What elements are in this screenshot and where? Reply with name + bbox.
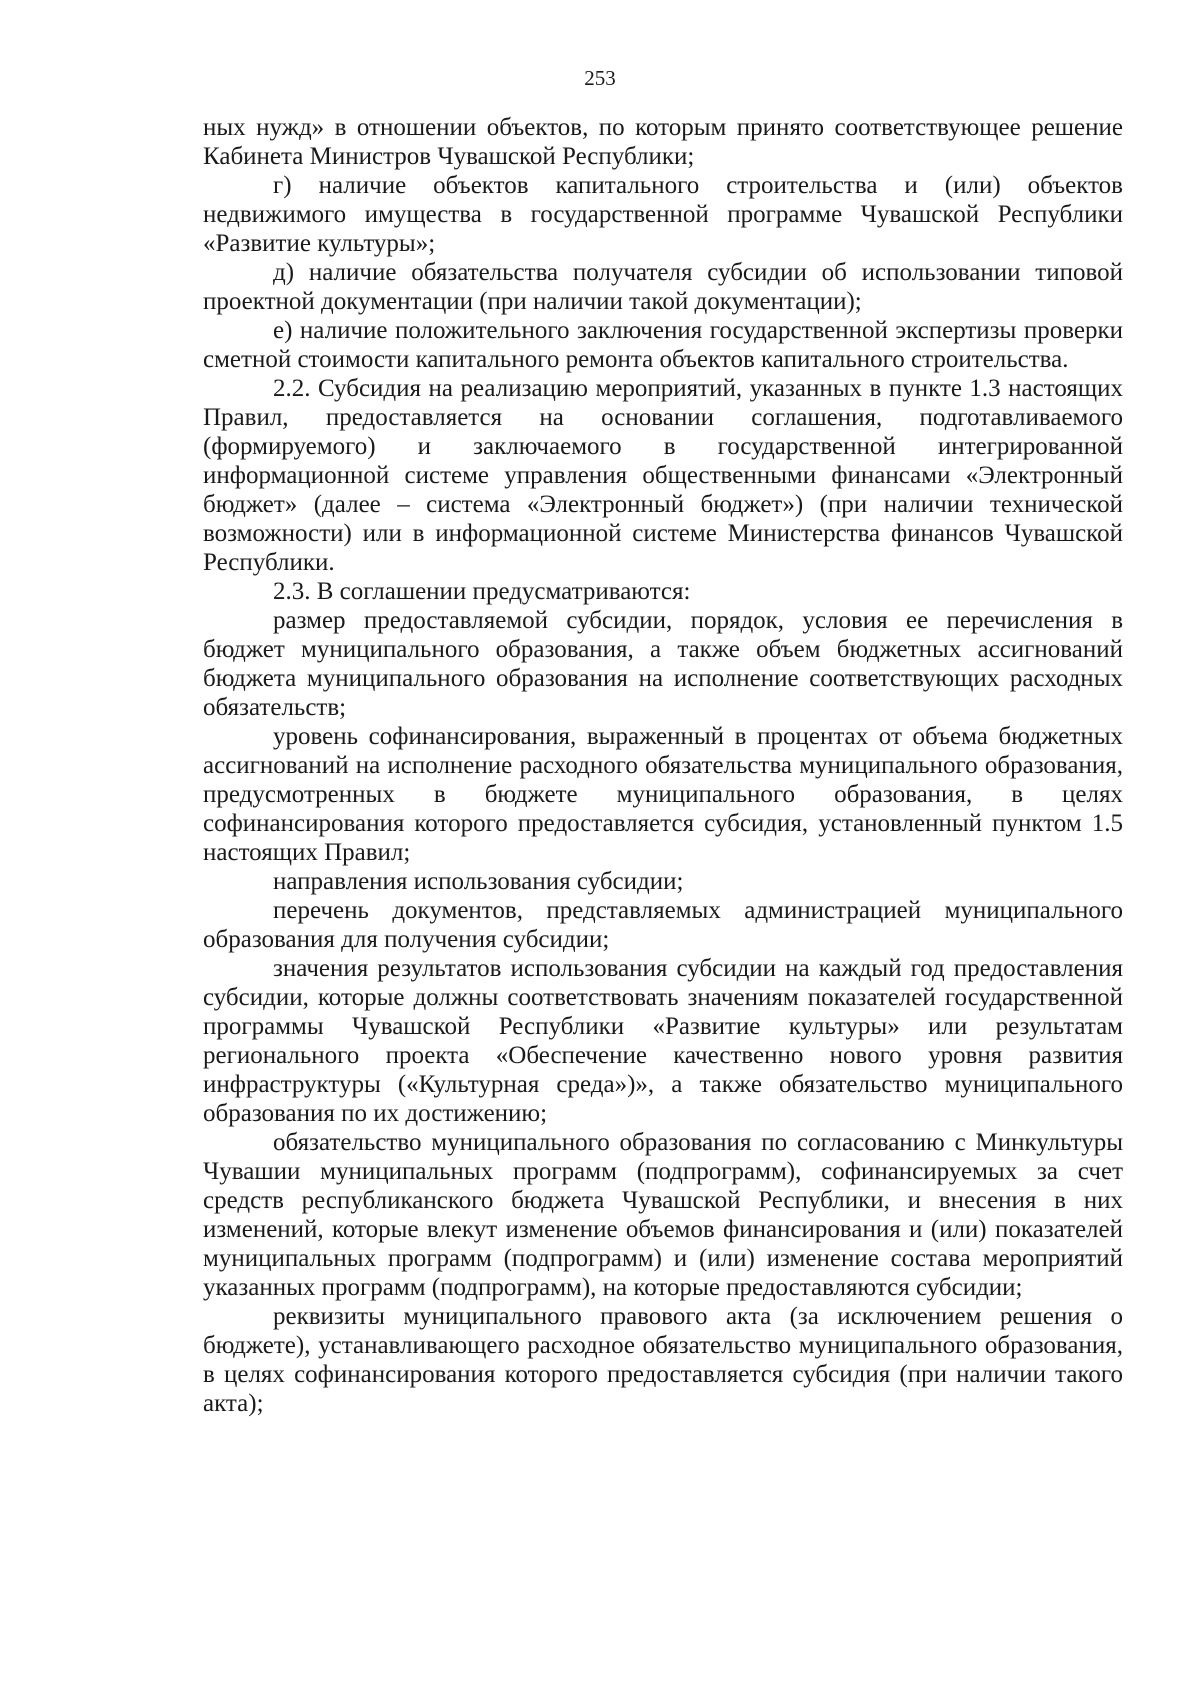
paragraph-result-values: значения результатов использования субсидии на каждый год предоставления субсидии, которые должны соответствовать значениям показателей государственной программы Чувашской Республики «Развитие культуры» или результатам регионального проекта «Обеспечение качественно нового уровня развития инфраструктуры («Культурная среда»)», а также обязательство муниципального образования по их достижению; — [203, 955, 1123, 1127]
paragraph-usage-directions: направления использования субсидии; — [273, 868, 684, 895]
paragraph-item-d: д) наличие обязательства получателя субсидии об использовании типовой проектной документации (при наличии такой документации); — [203, 259, 1123, 315]
paragraph-item-e: е) наличие положительного заключения государственной экспертизы проверки сметной стоимости капитального ремонта объектов капитального строительства. — [203, 317, 1123, 373]
page-number: 253 — [584, 66, 616, 90]
paragraph-2-3: 2.3. В соглашении предусматриваются: — [273, 578, 691, 605]
document-body — [203, 113, 1123, 1418]
paragraph-item-g: г) наличие объектов капитального строительства и (или) объектов недвижимого имущества в государственной программе Чувашской Республики «Развитие культуры»; — [203, 172, 1123, 257]
paragraph-cofinancing-level: уровень софинансирования, выраженный в процентах от объема бюджетных ассигнований на исполнение расходного обязательства муниципального образования, предусмотренных в бюджете муниципального образования, в целях софинансирования которого предоставляется субсидия, установленный пунктом 1.5 настоящих Правил; — [203, 723, 1123, 866]
paragraph-continued: ных нужд» в отношении объектов, по которым принято соответствующее решение Кабинета Министров Чувашской Республики; — [203, 114, 1123, 170]
paragraph-2-2: 2.2. Субсидия на реализацию мероприятий, указанных в пункте 1.3 настоящих Правил, предоставляется на основании соглашения, подготавливаемого (формируемого) и заключаемого в государственной интегрированной информационной системе управления общественными финансами «Электронный бюджет» (далее – система «Электронный бюджет») (при наличии технической возможности) или в информационной системе Министерства финансов Чувашской Республики. — [203, 375, 1123, 576]
paragraph-subsidy-size: размер предоставляемой субсидии, порядок, условия ее перечисления в бюджет муниципального образования, а также объем бюджетных ассигнований бюджета муниципального образования на исполнение соответствующих расходных обязательств; — [203, 607, 1123, 721]
paragraph-legal-act-details: реквизиты муниципального правового акта (за исключением решения о бюджете), устанавливающего расходное обязательство муниципального образования, в целях софинансирования которого предоставляется субсидия (при наличии такого акта); — [203, 1303, 1123, 1417]
paragraph-documents-list: перечень документов, представляемых администрацией муниципального образования для получения субсидии; — [203, 897, 1123, 953]
paragraph-obligation: обязательство муниципального образования по согласованию с Минкультуры Чувашии муниципальных программ (подпрограмм), софинансируемых за счет средств республиканского бюджета Чувашской Республики, и внесения в них изменений, которые влекут изменение объемов финансирования и (или) показателей муниципальных программ (подпрограмм) и (или) изменение состава мероприятий указанных программ (подпрограмм), на которые предоставляются субсидии; — [203, 1129, 1123, 1301]
